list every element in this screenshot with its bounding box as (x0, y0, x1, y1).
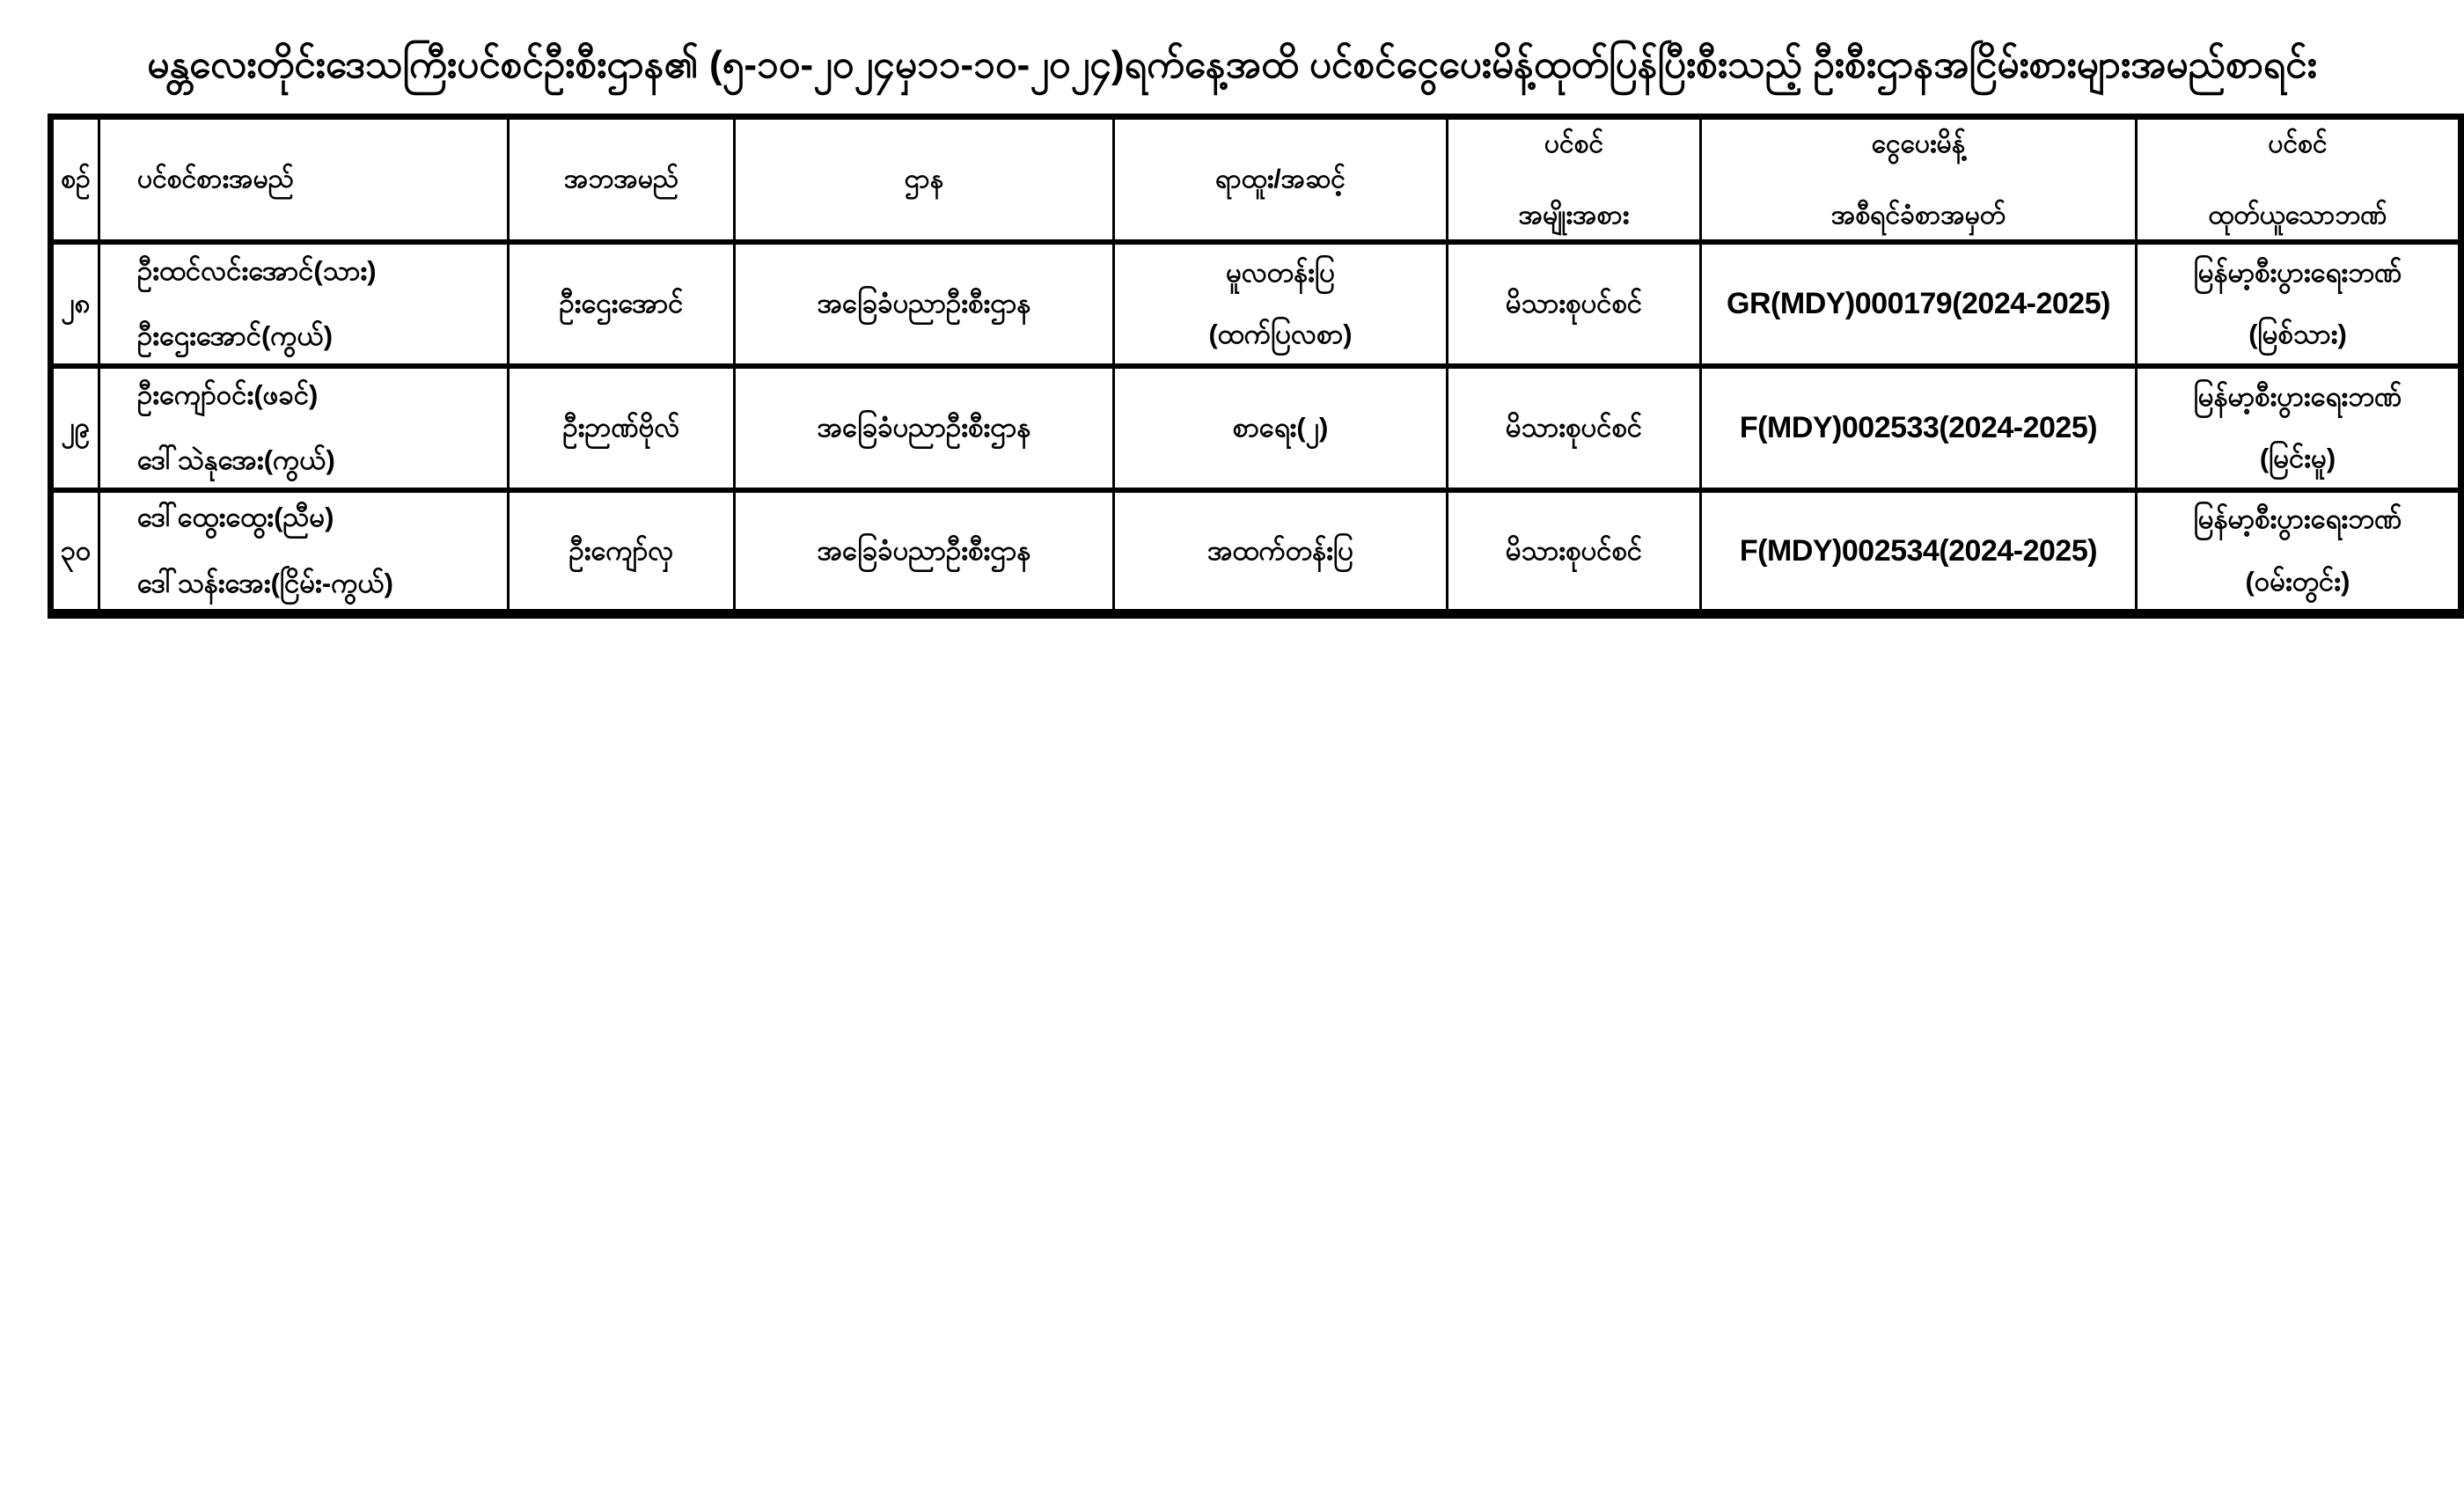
column-header-department (735, 117, 1114, 242)
cell-pension-type (1448, 242, 1701, 366)
column-header-pensioner-name (99, 117, 509, 242)
bank-branch: (ဝမ်းတွင်း) (2245, 565, 2350, 597)
cell-bank (2137, 366, 2461, 490)
pensioner-name-line1: ဒေါ်ထွေးထွေး(ညီမ) (137, 502, 334, 533)
header-label-line2: ထုတ်ယူသောဘဏ် (2208, 200, 2387, 230)
header-label-line1: ပင်စင် (1544, 128, 1604, 158)
cell-serial (51, 242, 99, 366)
pension-type: မိသားစုပင်စင် (1505, 411, 1643, 443)
department-name: အခြေခံပညာဦးစီးဌာန (817, 411, 1031, 443)
page-title: မန္တလေးတိုင်းဒေသကြီးပင်စင်ဦးစီးဌာန၏ (၅-၁၀-၂၀၂၄မှ၁၁-၁၀-၂၀၂၄)ရက်နေ့အထိ ပင်စင်ငွေပေးမိန့်ထုတ်ပြန်ပြီးစီးသည့် ဦးစီးဌာနအငြိမ်းစားများအမည်စာရင်း (147, 43, 2317, 86)
header-label-line2: အမျိုးအစား (1518, 200, 1630, 230)
column-header-position (1114, 117, 1448, 242)
header-label-line2: အစီရင်ခံစာအမှတ် (1830, 200, 2006, 230)
header-label: ပင်စင်စားအမည် (137, 165, 294, 194)
cell-department (735, 366, 1114, 490)
cell-position (1114, 366, 1448, 490)
bank-name: မြန်မာ့စီးပွားရေးဘဏ် (2193, 256, 2402, 288)
position-line1: စာရေး(၂) (1232, 411, 1329, 443)
pension-type: မိသားစုပင်စင် (1505, 534, 1643, 566)
header-label: ရာထူး/အဆင့် (1215, 165, 1346, 194)
column-header-bank (2137, 117, 2461, 242)
header-label-line1: ငွေပေးမိန့် (1871, 128, 1966, 158)
header-label: အဘအမည် (563, 165, 679, 194)
header-label-line1: ပင်စင် (2268, 128, 2328, 158)
cell-father-name (509, 366, 735, 490)
column-header-pension-type (1448, 117, 1701, 242)
cell-bank (2137, 490, 2461, 614)
cell-pension-type (1448, 366, 1701, 490)
position-line1: မူလတန်းပြ (1226, 256, 1335, 288)
father-name: ဦးဌေးအောင် (559, 287, 684, 319)
father-name: ဦးကျော်လှ (568, 534, 674, 566)
serial-number: ၃၀ (60, 534, 92, 566)
table-row (51, 242, 2461, 366)
position-line2: (ထက်ပြလစာ) (1208, 319, 1353, 349)
column-header-serial (51, 117, 99, 242)
payment-order-number: F(MDY)002533(2024-2025) (1739, 410, 2098, 444)
cell-serial (51, 366, 99, 490)
header-label: ဌာန (904, 165, 944, 194)
cell-pensioner-name (99, 242, 509, 366)
cell-serial (51, 490, 99, 614)
cell-pensioner-name (99, 490, 509, 614)
column-header-father-name (509, 117, 735, 242)
pension-table (48, 114, 2464, 619)
cell-father-name (509, 490, 735, 614)
serial-number: ၂၉ (61, 411, 91, 443)
payment-order-number: F(MDY)002534(2024-2025) (1739, 533, 2098, 568)
serial-number: ၂၈ (61, 287, 91, 319)
cell-pension-type (1448, 490, 1701, 614)
pensioner-name-line1: ဦးထင်လင်းအောင်(သား) (137, 254, 377, 286)
cell-payment-order-number (1701, 242, 2137, 366)
bank-name: မြန်မာ့စီးပွားရေးဘဏ် (2193, 380, 2402, 412)
father-name: ဦးဉာဏ်ဗိုလ် (562, 411, 680, 443)
cell-department (735, 242, 1114, 366)
table-row (51, 366, 2461, 490)
header-label: စဉ် (61, 165, 91, 194)
table-row (51, 490, 2461, 614)
pensioner-name-line1: ဦးကျော်ဝင်း(ဖခင်) (137, 378, 319, 410)
department-name: အခြေခံပညာဦးစီးဌာန (817, 287, 1031, 319)
cell-position (1114, 490, 1448, 614)
bank-name: မြန်မာ့စီးပွားရေးဘဏ် (2193, 503, 2402, 535)
pensioner-name-line2: ဒေါ်သဲနုအေး(ကွယ်) (137, 444, 335, 475)
pensioner-name-line2: ဒေါ်သန်းအေး(ငြိမ်း-ကွယ်) (137, 567, 393, 598)
header-row (51, 117, 2461, 242)
cell-position (1114, 242, 1448, 366)
bank-branch: (မြစ်သား) (2248, 319, 2347, 349)
cell-payment-order-number (1701, 366, 2137, 490)
cell-bank (2137, 242, 2461, 366)
bank-branch: (မြင်းမူ) (2259, 443, 2336, 473)
cell-pensioner-name (99, 366, 509, 490)
cell-payment-order-number (1701, 490, 2137, 614)
column-header-payment-order-number (1701, 117, 2137, 242)
cell-department (735, 490, 1114, 614)
department-name: အခြေခံပညာဦးစီးဌာန (817, 534, 1031, 566)
payment-order-number: GR(MDY)000179(2024-2025) (1727, 286, 2110, 320)
pension-type: မိသားစုပင်စင် (1505, 287, 1643, 319)
pensioner-name-line2: ဦးဌေးအောင်(ကွယ်) (137, 320, 334, 351)
position-line1: အထက်တန်းပြ (1207, 534, 1353, 566)
cell-father-name (509, 242, 735, 366)
